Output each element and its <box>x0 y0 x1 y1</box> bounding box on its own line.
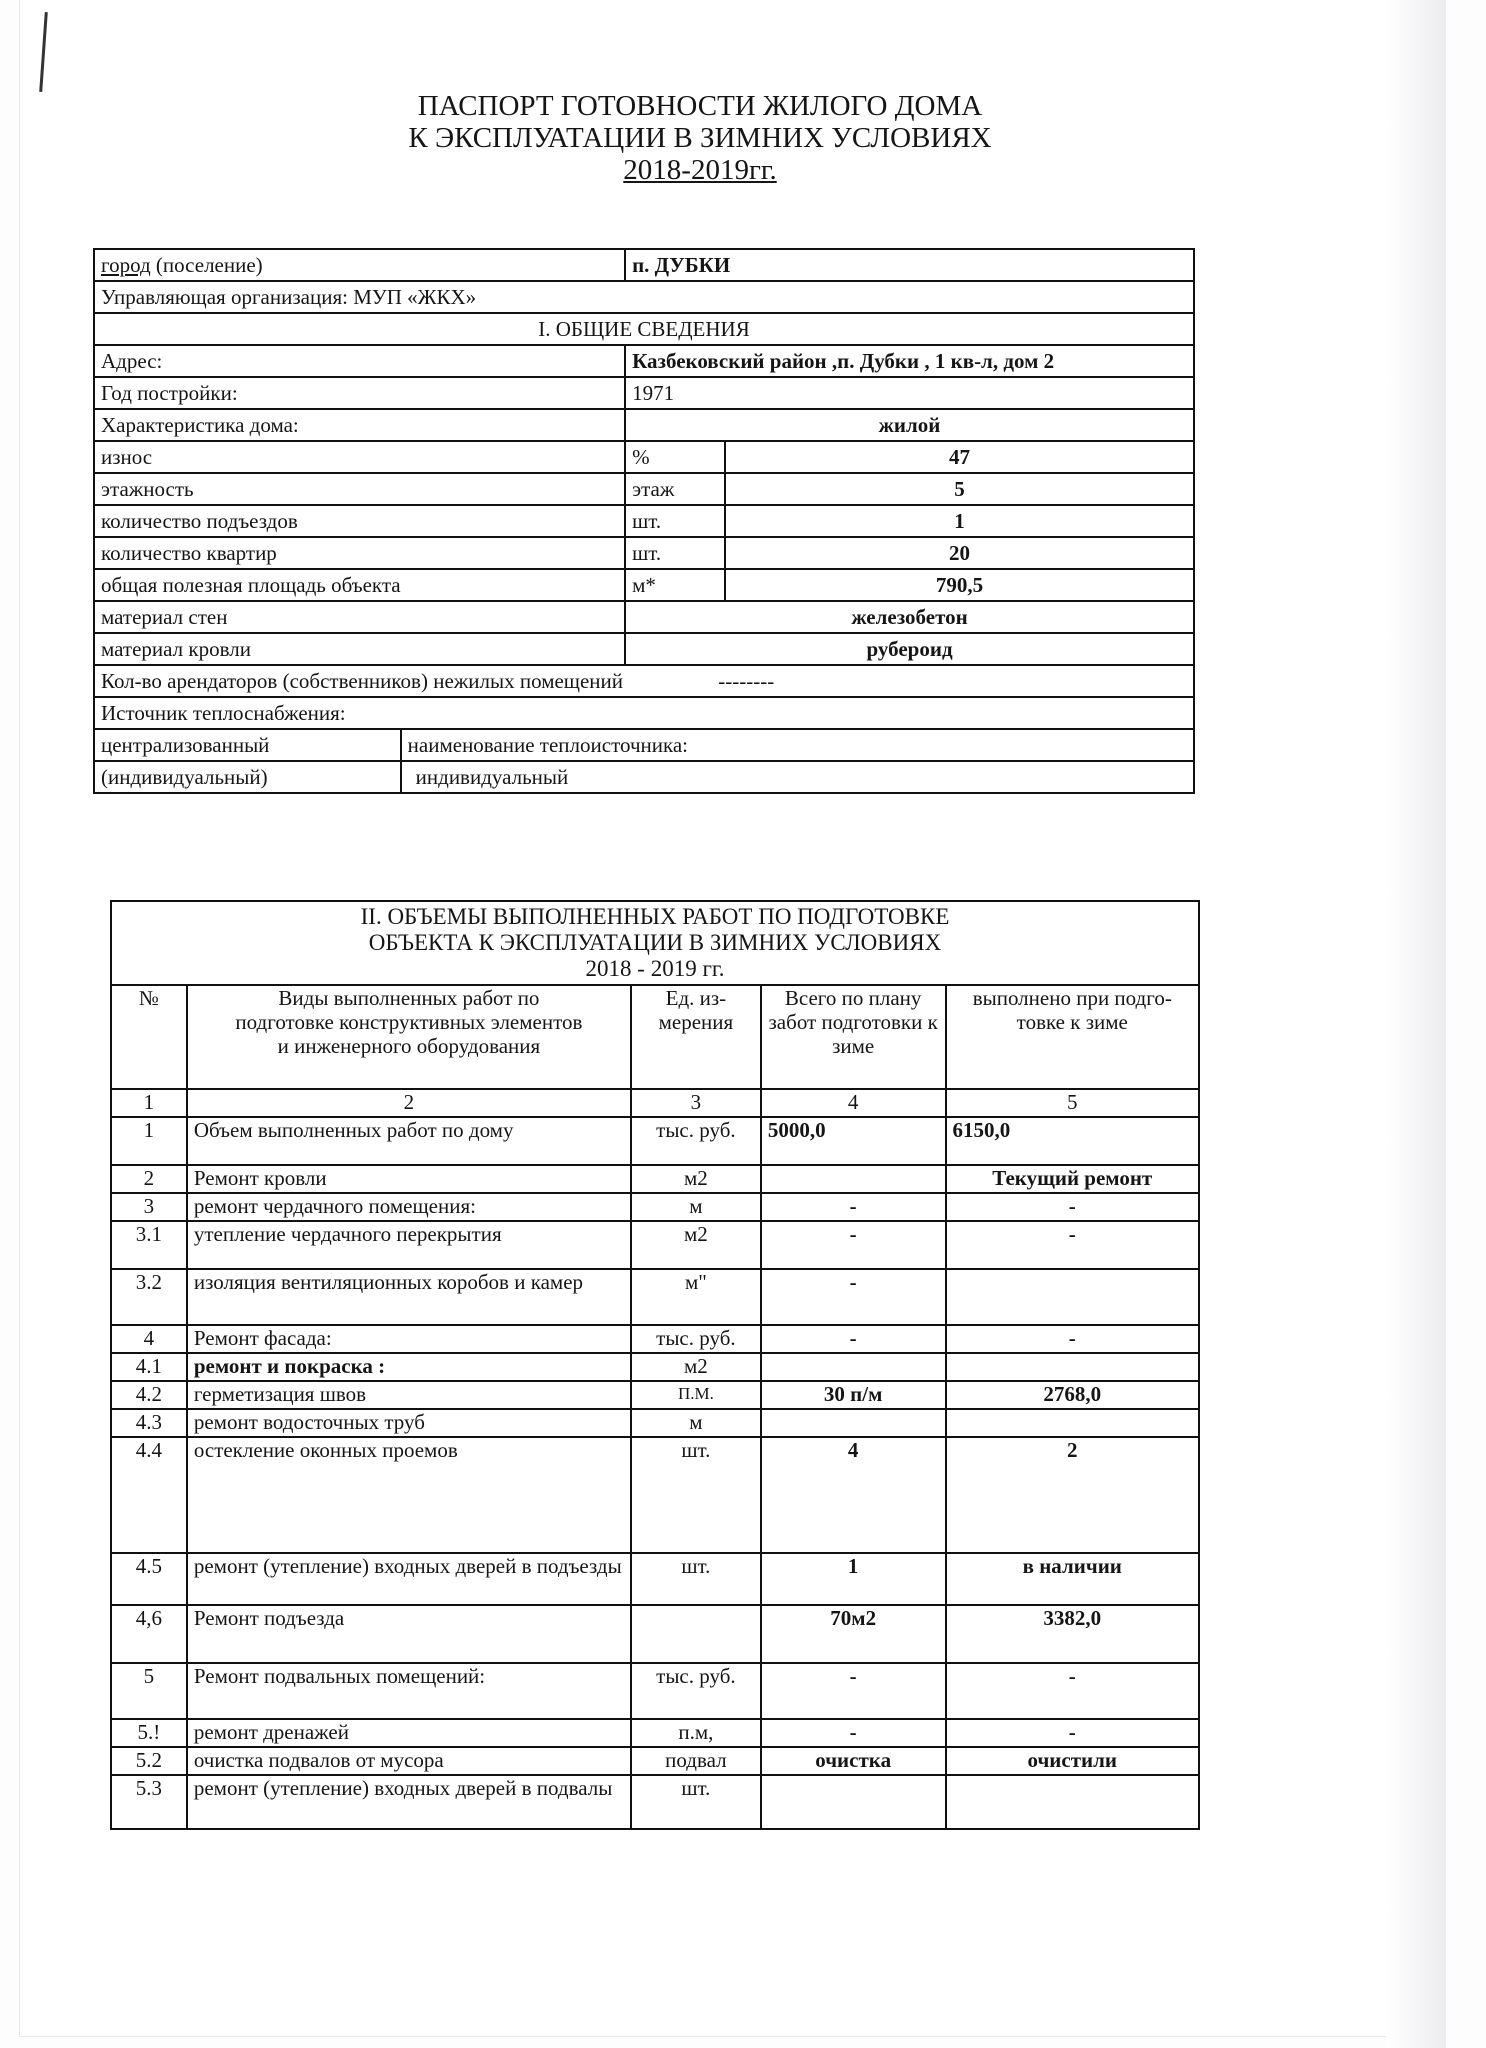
table-row <box>111 1165 1199 1193</box>
row-plan: очистка <box>761 1747 946 1775</box>
table-row <box>111 1663 1199 1719</box>
table-row <box>111 1553 1199 1605</box>
row-num: 2 <box>111 1165 187 1193</box>
walls-value: железобетон <box>625 601 1194 633</box>
title-line-2: К ЭКСПЛУАТАЦИИ В ЗИМНИХ УСЛОВИЯХ <box>408 122 992 154</box>
characteristic-row <box>94 409 1194 441</box>
table-row <box>111 1775 1199 1829</box>
row-unit: шт. <box>631 1553 761 1605</box>
heat-individual-value: индивидуальный <box>401 761 1194 793</box>
row-done: - <box>946 1193 1199 1221</box>
tenants-label: Кол-во арендаторов (собственников) нежилых помещений <box>101 669 624 693</box>
wear-label: износ <box>94 441 625 473</box>
apartments-row <box>94 537 1194 569</box>
heat-name-label: наименование теплоисточника: <box>401 729 1194 761</box>
row-num: 1 <box>111 1117 187 1165</box>
table-row <box>111 1409 1199 1437</box>
area-label: общая полезная площадь объекта <box>94 569 625 601</box>
heat-source-row <box>94 697 1194 729</box>
row-plan <box>761 1409 946 1437</box>
row-plan <box>761 1353 946 1381</box>
section-2-title-line-2: ОБЪЕКТА К ЭКСПЛУАТАЦИИ В ЗИМНИХ УСЛОВИЯХ <box>368 930 942 955</box>
row-num: 5.3 <box>111 1775 187 1829</box>
heat-central-row <box>94 729 1194 761</box>
roof-value: рубероид <box>625 633 1194 665</box>
row-done: - <box>946 1719 1199 1747</box>
row-num: 4 <box>111 1325 187 1353</box>
row-unit: п.м, <box>631 1719 761 1747</box>
table-row <box>111 1325 1199 1353</box>
row-name: Ремонт кровли <box>187 1165 631 1193</box>
row-plan: - <box>761 1221 946 1269</box>
row-name: Ремонт фасада: <box>187 1325 631 1353</box>
section-2-title-row <box>111 901 1199 985</box>
row-unit: шт. <box>631 1437 761 1553</box>
table-row <box>111 1193 1199 1221</box>
row-name: очистка подвалов от мусора <box>187 1747 631 1775</box>
row-done <box>946 1353 1199 1381</box>
heat-central: централизованный <box>94 729 401 761</box>
walls-label: материал стен <box>94 601 625 633</box>
section-1-title: I. ОБЩИЕ СВЕДЕНИЯ <box>94 313 1194 345</box>
row-name: ремонт и покраска : <box>187 1353 631 1381</box>
row-name: ремонт дренажей <box>187 1719 631 1747</box>
row-done: - <box>946 1325 1199 1353</box>
row-done: очистили <box>946 1747 1199 1775</box>
row-name: изоляция вентиляционных коробов и камер <box>187 1269 631 1325</box>
row-done: Текущий ремонт <box>946 1165 1199 1193</box>
section-2-title <box>111 901 1199 985</box>
heat-individual-row <box>94 761 1194 793</box>
works-table <box>110 900 1200 1830</box>
row-name: остекление оконных проемов <box>187 1437 631 1553</box>
row-plan: - <box>761 1193 946 1221</box>
colnum-4: 4 <box>761 1089 946 1117</box>
row-name: ремонт чердачного помещения: <box>187 1193 631 1221</box>
row-num: 5.2 <box>111 1747 187 1775</box>
management-row <box>94 281 1194 313</box>
row-num: 4.5 <box>111 1553 187 1605</box>
row-num: 4.2 <box>111 1381 187 1409</box>
row-name: ремонт (утепление) входных дверей в подвалы <box>187 1775 631 1829</box>
wear-value: 47 <box>725 441 1194 473</box>
city-label: город (поселение) <box>94 249 625 281</box>
row-name: утепление чердачного перекрытия <box>187 1221 631 1269</box>
row-num: 4.4 <box>111 1437 187 1553</box>
city-value: п. ДУБКИ <box>625 249 1194 281</box>
row-done: - <box>946 1663 1199 1719</box>
table-row <box>111 1747 1199 1775</box>
row-name: Ремонт подвальных помещений: <box>187 1663 631 1719</box>
header-unit: Ед. из-мерения <box>631 985 761 1089</box>
roof-row <box>94 633 1194 665</box>
row-done: 6150,0 <box>946 1117 1199 1165</box>
row-unit: шт. <box>631 1775 761 1829</box>
row-name: ремонт водосточных труб <box>187 1409 631 1437</box>
row-unit: м <box>631 1409 761 1437</box>
section-2-title-line-1: II. ОБЪЕМЫ ВЫПОЛНЕННЫХ РАБОТ ПО ПОДГОТОВКЕ <box>360 904 950 929</box>
heat-individual: (индивидуальный) <box>94 761 401 793</box>
entrances-value: 1 <box>725 505 1194 537</box>
row-done: 2 <box>946 1437 1199 1553</box>
tenants-cell <box>94 665 1194 697</box>
tenants-value: -------- <box>718 669 775 693</box>
address-row <box>94 345 1194 377</box>
colnum-5: 5 <box>946 1089 1199 1117</box>
row-unit <box>631 1605 761 1663</box>
floors-row <box>94 473 1194 505</box>
year-value: 1971 <box>625 377 1194 409</box>
row-name: ремонт (утепление) входных дверей в подъезды <box>187 1553 631 1605</box>
row-name: Ремонт подъезда <box>187 1605 631 1663</box>
row-plan: 70м2 <box>761 1605 946 1663</box>
row-num: 5.! <box>111 1719 187 1747</box>
general-info-table <box>93 248 1195 794</box>
year-label: Год постройки: <box>94 377 625 409</box>
row-num: 3 <box>111 1193 187 1221</box>
row-unit: тыс. руб. <box>631 1117 761 1165</box>
row-done: в наличии <box>946 1553 1199 1605</box>
colnum-1: 1 <box>111 1089 187 1117</box>
row-num: 5 <box>111 1663 187 1719</box>
table-row <box>111 1605 1199 1663</box>
area-unit: м* <box>625 569 725 601</box>
title-line-3: 2018-2019гг. <box>623 154 777 186</box>
row-name: герметизация швов <box>187 1381 631 1409</box>
address-value: Казбековский район ,п. Дубки , 1 кв-л, дом 2 <box>625 345 1194 377</box>
table-row <box>111 1269 1199 1325</box>
works-header-row <box>111 985 1199 1089</box>
table-row <box>111 1437 1199 1553</box>
row-plan: 4 <box>761 1437 946 1553</box>
walls-row <box>94 601 1194 633</box>
tenants-row <box>94 665 1194 697</box>
section-2-title-line-3: 2018 - 2019 гг. <box>585 956 725 981</box>
apartments-value: 20 <box>725 537 1194 569</box>
entrances-row <box>94 505 1194 537</box>
row-num: 3.2 <box>111 1269 187 1325</box>
area-value: 790,5 <box>725 569 1194 601</box>
row-num: 4,6 <box>111 1605 187 1663</box>
header-done: выполнено при подго-товке к зиме <box>946 985 1199 1089</box>
section-1-title-row <box>94 313 1194 345</box>
row-done <box>946 1775 1199 1829</box>
apartments-label: количество квартир <box>94 537 625 569</box>
floors-value: 5 <box>725 473 1194 505</box>
row-plan: - <box>761 1719 946 1747</box>
floors-label: этажность <box>94 473 625 505</box>
row-done: - <box>946 1221 1199 1269</box>
floors-unit: этаж <box>625 473 725 505</box>
row-plan: - <box>761 1269 946 1325</box>
table-row <box>111 1353 1199 1381</box>
column-numbers-row <box>111 1089 1199 1117</box>
row-unit: тыс. руб. <box>631 1663 761 1719</box>
header-kind: Виды выполненных работ по подготовке конструктивных элементов и инженерного оборудования <box>187 985 631 1089</box>
characteristic-value: жилой <box>625 409 1194 441</box>
row-name: Объем выполненных работ по дому <box>187 1117 631 1165</box>
row-done <box>946 1269 1199 1325</box>
table-row <box>111 1719 1199 1747</box>
row-unit: м2 <box>631 1221 761 1269</box>
row-unit: м" <box>631 1269 761 1325</box>
row-unit: м2 <box>631 1353 761 1381</box>
city-row <box>94 249 1194 281</box>
entrances-label: количество подъездов <box>94 505 625 537</box>
row-unit: м <box>631 1193 761 1221</box>
row-plan: 1 <box>761 1553 946 1605</box>
title-line-1: ПАСПОРТ ГОТОВНОСТИ ЖИЛОГО ДОМА <box>417 90 983 122</box>
area-row <box>94 569 1194 601</box>
wear-row <box>94 441 1194 473</box>
row-plan: - <box>761 1663 946 1719</box>
address-label: Адрес: <box>94 345 625 377</box>
row-num: 4.3 <box>111 1409 187 1437</box>
header-num: № <box>111 985 187 1089</box>
row-plan <box>761 1165 946 1193</box>
wear-unit: % <box>625 441 725 473</box>
row-done: 3382,0 <box>946 1605 1199 1663</box>
row-num: 4.1 <box>111 1353 187 1381</box>
year-row <box>94 377 1194 409</box>
row-plan: - <box>761 1325 946 1353</box>
row-unit: П.М. <box>631 1381 761 1409</box>
row-unit: м2 <box>631 1165 761 1193</box>
management-org: Управляющая организация: МУП «ЖКХ» <box>94 281 1194 313</box>
row-plan: 30 п/м <box>761 1381 946 1409</box>
row-unit: подвал <box>631 1747 761 1775</box>
row-num: 3.1 <box>111 1221 187 1269</box>
row-unit: тыс. руб. <box>631 1325 761 1353</box>
apartments-unit: шт. <box>625 537 725 569</box>
entrances-unit: шт. <box>625 505 725 537</box>
table-row <box>111 1381 1199 1409</box>
table-row <box>111 1117 1199 1165</box>
row-done: 2768,0 <box>946 1381 1199 1409</box>
characteristic-label: Характеристика дома: <box>94 409 625 441</box>
colnum-3: 3 <box>631 1089 761 1117</box>
header-plan: Всего по плану забот подготовки к зиме <box>761 985 946 1089</box>
table-row <box>111 1221 1199 1269</box>
row-done <box>946 1409 1199 1437</box>
page-edge <box>1386 0 1446 2048</box>
roof-label: материал кровли <box>94 633 625 665</box>
colnum-2: 2 <box>187 1089 631 1117</box>
row-plan: 5000,0 <box>761 1117 946 1165</box>
heat-source-label: Источник теплоснабжения: <box>94 697 1194 729</box>
row-plan <box>761 1775 946 1829</box>
